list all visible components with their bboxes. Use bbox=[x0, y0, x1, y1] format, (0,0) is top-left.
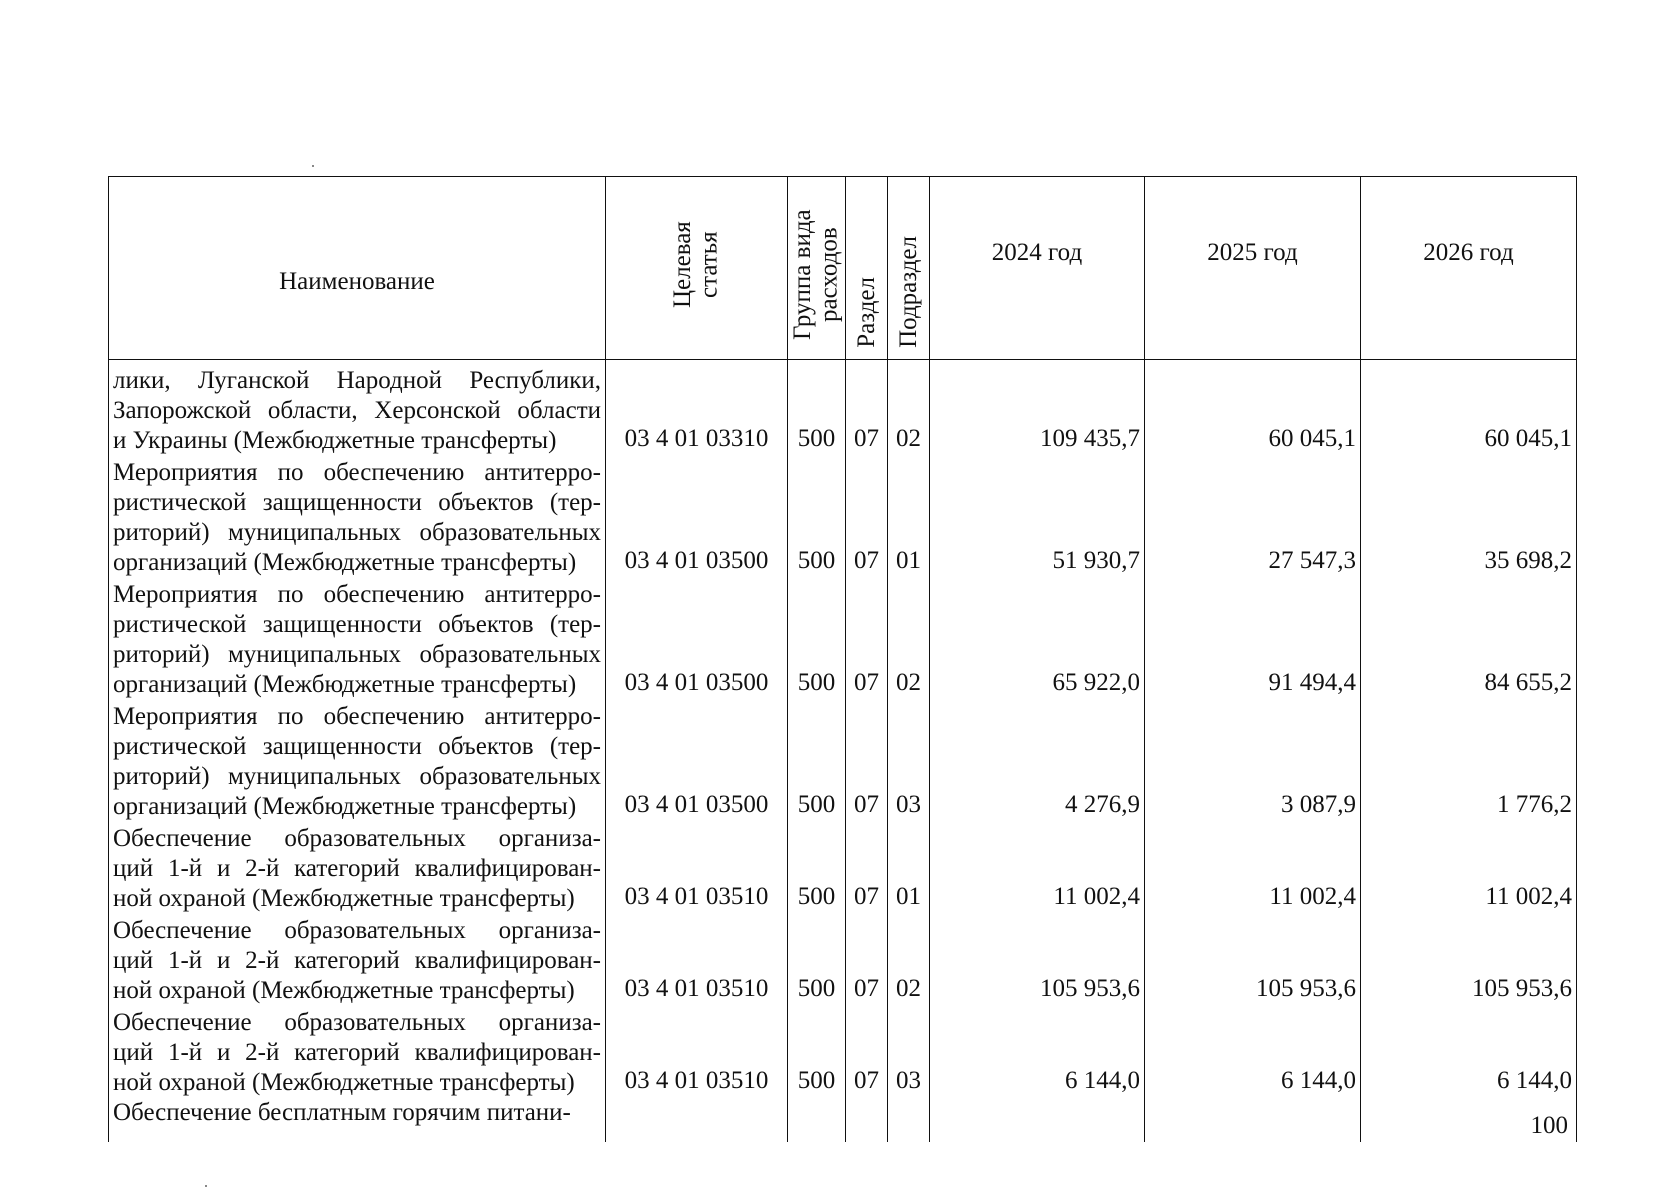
row-name-line: Обеспечение образовательных организа- bbox=[113, 916, 601, 944]
table-row bbox=[109, 914, 1577, 1006]
header-year-2026: 2026 год bbox=[1361, 177, 1577, 360]
header-year-2024: 2024 год bbox=[930, 177, 1145, 360]
row-name-line: ристической защищенности объектов (тер- bbox=[113, 488, 601, 516]
table-row bbox=[109, 578, 1577, 700]
row-value-2026: 35 698,2 bbox=[1361, 456, 1577, 578]
row-expense-group: 500 bbox=[788, 578, 846, 700]
row-code: 03 4 01 03500 bbox=[606, 456, 788, 578]
row-value-2025: 11 002,4 bbox=[1145, 822, 1361, 914]
header-section-text: Раздел bbox=[853, 277, 880, 348]
table-row bbox=[109, 456, 1577, 578]
row-subsection: 03 bbox=[888, 1006, 930, 1098]
row-section: 07 bbox=[846, 914, 888, 1006]
row-name bbox=[109, 456, 606, 578]
row-section bbox=[846, 1098, 888, 1142]
row-name bbox=[109, 914, 606, 1006]
row-section: 07 bbox=[846, 360, 888, 456]
table-row bbox=[109, 1006, 1577, 1098]
row-expense-group: 500 bbox=[788, 456, 846, 578]
row-value-2024: 51 930,7 bbox=[930, 456, 1145, 578]
row-name-line: Мероприятия по обеспечению антитерро- bbox=[113, 580, 601, 608]
row-name-line: Запорожской области, Херсонской области bbox=[113, 396, 601, 424]
row-subsection: 02 bbox=[888, 360, 930, 456]
row-name bbox=[109, 700, 606, 822]
row-value-2025 bbox=[1145, 1098, 1361, 1142]
row-code bbox=[606, 1098, 788, 1142]
row-name-line: организаций (Межбюджетные трансферты) bbox=[113, 792, 577, 820]
row-name-line: ций 1-й и 2-й категорий квалифицирован- bbox=[113, 1038, 601, 1066]
row-name bbox=[109, 578, 606, 700]
row-expense-group: 500 bbox=[788, 1006, 846, 1098]
row-value-2024: 4 276,9 bbox=[930, 700, 1145, 822]
row-name-line: Обеспечение образовательных организа- bbox=[113, 1008, 601, 1036]
row-subsection: 01 bbox=[888, 822, 930, 914]
row-code: 03 4 01 03510 bbox=[606, 1006, 788, 1098]
row-section: 07 bbox=[846, 456, 888, 578]
header-name: Наименование bbox=[109, 177, 606, 360]
row-subsection bbox=[888, 1098, 930, 1142]
row-name-line: Мероприятия по обеспечению антитерро- bbox=[113, 458, 601, 486]
row-subsection: 03 bbox=[888, 700, 930, 822]
header-section bbox=[846, 177, 888, 360]
row-name-line: ной охраной (Межбюджетные трансферты) bbox=[113, 1068, 575, 1096]
table-row bbox=[109, 1098, 1577, 1142]
header-expense-group bbox=[788, 177, 846, 360]
row-name bbox=[109, 822, 606, 914]
row-value-2025: 27 547,3 bbox=[1145, 456, 1361, 578]
row-name bbox=[109, 1098, 606, 1142]
row-section: 07 bbox=[846, 578, 888, 700]
row-value-2026: 11 002,4 bbox=[1361, 822, 1577, 914]
row-code: 03 4 01 03510 bbox=[606, 914, 788, 1006]
row-name-line: организаций (Межбюджетные трансферты) bbox=[113, 548, 577, 576]
row-code: 03 4 01 03500 bbox=[606, 578, 788, 700]
scan-speck bbox=[312, 165, 314, 167]
header-target-article-text: Целевая статья bbox=[668, 221, 722, 308]
row-code: 03 4 01 03510 bbox=[606, 822, 788, 914]
row-value-2026: 84 655,2 bbox=[1361, 578, 1577, 700]
row-value-2024: 11 002,4 bbox=[930, 822, 1145, 914]
row-expense-group: 500 bbox=[788, 822, 846, 914]
header-row bbox=[109, 177, 1577, 360]
header-subsection bbox=[888, 177, 930, 360]
row-expense-group: 500 bbox=[788, 360, 846, 456]
table-body bbox=[109, 360, 1577, 1142]
row-name-line: ристической защищенности объектов (тер- bbox=[113, 610, 601, 638]
row-name-line: риторий) муниципальных образовательных bbox=[113, 518, 601, 546]
row-subsection: 02 bbox=[888, 578, 930, 700]
row-value-2026: 60 045,1 bbox=[1361, 360, 1577, 456]
row-name-line: лики, Луганской Народной Республики, bbox=[113, 366, 601, 394]
row-name-line: организаций (Межбюджетные трансферты) bbox=[113, 670, 577, 698]
row-value-2026: 1 776,2 bbox=[1361, 700, 1577, 822]
row-name-line: и Украины (Межбюджетные трансферты) bbox=[113, 426, 557, 454]
row-value-2024: 105 953,6 bbox=[930, 914, 1145, 1006]
header-subsection-text: Подраздел bbox=[895, 236, 922, 348]
row-name-line: Обеспечение бесплатным горячим питани- bbox=[113, 1098, 571, 1126]
row-value-2025: 91 494,4 bbox=[1145, 578, 1361, 700]
row-value-2024 bbox=[930, 1098, 1145, 1142]
row-expense-group: 500 bbox=[788, 914, 846, 1006]
budget-table bbox=[108, 176, 1577, 1142]
row-name-line: ной охраной (Межбюджетные трансферты) bbox=[113, 976, 575, 1004]
row-value-2025: 60 045,1 bbox=[1145, 360, 1361, 456]
row-name bbox=[109, 360, 606, 456]
row-name-line: Мероприятия по обеспечению антитерро- bbox=[113, 702, 601, 730]
row-name-line: ристической защищенности объектов (тер- bbox=[113, 732, 601, 760]
table-row bbox=[109, 700, 1577, 822]
row-value-2025: 6 144,0 bbox=[1145, 1006, 1361, 1098]
header-target-article bbox=[606, 177, 788, 360]
row-name-line: Обеспечение образовательных организа- bbox=[113, 824, 601, 852]
row-section: 07 bbox=[846, 822, 888, 914]
row-subsection: 01 bbox=[888, 456, 930, 578]
row-value-2024: 109 435,7 bbox=[930, 360, 1145, 456]
row-name-line: риторий) муниципальных образовательных bbox=[113, 640, 601, 668]
page-number: 100 bbox=[1530, 1112, 1568, 1139]
row-value-2025: 105 953,6 bbox=[1145, 914, 1361, 1006]
header-expense-group-text: Группа вида расходов bbox=[788, 209, 842, 341]
row-subsection: 02 bbox=[888, 914, 930, 1006]
row-expense-group bbox=[788, 1098, 846, 1142]
row-value-2026: 6 144,0 bbox=[1361, 1006, 1577, 1098]
table-row bbox=[109, 360, 1577, 456]
row-value-2024: 65 922,0 bbox=[930, 578, 1145, 700]
row-section: 07 bbox=[846, 700, 888, 822]
table-row bbox=[109, 822, 1577, 914]
header-year-2025: 2025 год bbox=[1145, 177, 1361, 360]
row-code: 03 4 01 03500 bbox=[606, 700, 788, 822]
row-name bbox=[109, 1006, 606, 1098]
row-name-line: ной охраной (Межбюджетные трансферты) bbox=[113, 884, 575, 912]
row-name-line: ций 1-й и 2-й категорий квалифицирован- bbox=[113, 854, 601, 882]
row-value-2026: 105 953,6 bbox=[1361, 914, 1577, 1006]
row-expense-group: 500 bbox=[788, 700, 846, 822]
row-name-line: ций 1-й и 2-й категорий квалифицирован- bbox=[113, 946, 601, 974]
row-name-line: риторий) муниципальных образовательных bbox=[113, 762, 601, 790]
row-section: 07 bbox=[846, 1006, 888, 1098]
scan-speck bbox=[205, 1185, 207, 1187]
row-value-2025: 3 087,9 bbox=[1145, 700, 1361, 822]
row-code: 03 4 01 03310 bbox=[606, 360, 788, 456]
row-value-2024: 6 144,0 bbox=[930, 1006, 1145, 1098]
